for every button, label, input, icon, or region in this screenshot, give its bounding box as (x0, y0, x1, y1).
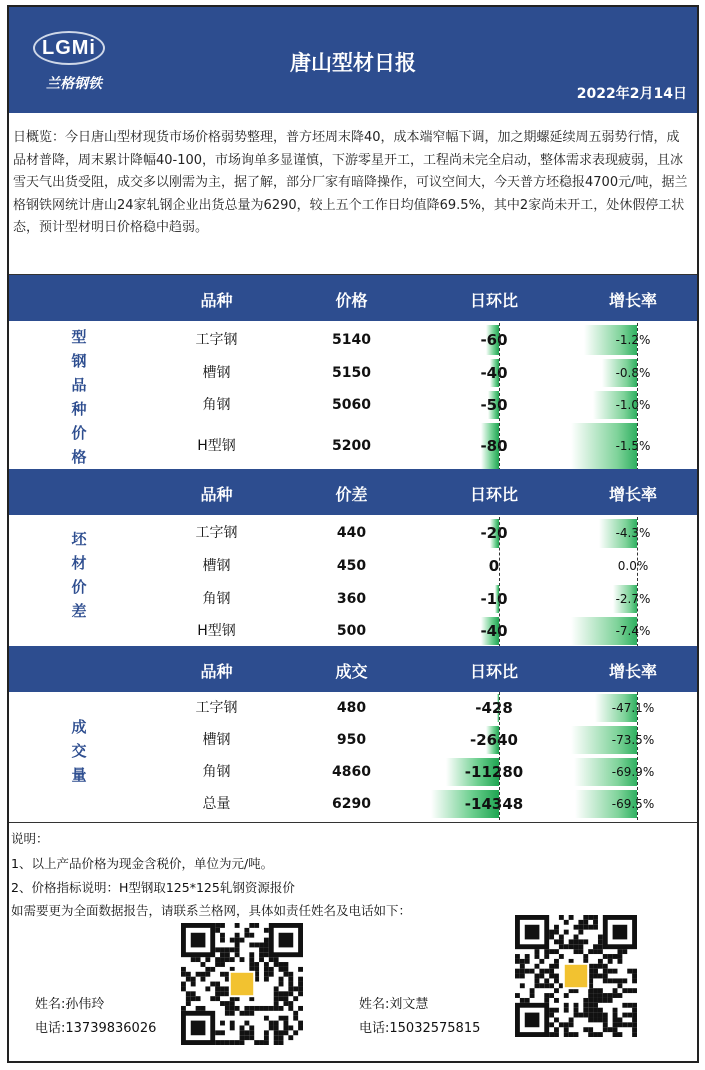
column-header: 价格 (335, 291, 368, 310)
zero-axis (499, 692, 500, 820)
change-cell: -80 (480, 437, 508, 455)
column-header: 增长率 (608, 485, 657, 504)
rate-cell: -7.4% (615, 624, 651, 638)
zero-axis (637, 517, 638, 647)
column-header: 价差 (335, 485, 368, 504)
table-row (9, 724, 697, 756)
rate-cell: -73.5% (611, 733, 655, 747)
qr-code-icon (181, 923, 303, 1045)
rate-cell: -69.5% (611, 797, 655, 811)
logo-text: LGMi (42, 37, 96, 59)
value-cell: 440 (336, 525, 367, 541)
notes-line-3: 如需要更为全面数据报告，请联系兰格网，具体如责任姓名及电话如下： (11, 903, 412, 918)
value-cell: 480 (336, 700, 367, 716)
product-name: 工字钢 (195, 332, 238, 348)
table-row (9, 550, 697, 583)
zero-axis (637, 323, 638, 471)
value-cell: 5060 (332, 397, 371, 413)
column-header: 品种 (200, 291, 233, 310)
report-header (9, 7, 697, 113)
change-cell: -20 (480, 524, 508, 542)
table-row (9, 756, 697, 788)
column-header: 增长率 (608, 662, 657, 681)
product-name: 槽钢 (202, 732, 231, 748)
product-name: 角钢 (202, 591, 231, 607)
product-name: 槽钢 (202, 558, 231, 574)
product-name: H型钢 (197, 623, 236, 639)
notes-line-1: 1、以上产品价格为现金含税价，单位为元/吨。 (11, 856, 274, 871)
report-date: 2022年2月14日 (576, 86, 687, 102)
table-row (9, 389, 697, 421)
column-header: 日环比 (469, 662, 518, 681)
column-header: 品种 (200, 662, 233, 681)
value-cell: 4860 (332, 764, 371, 780)
report-title: 唐山型材日报 (290, 51, 416, 75)
section-0-side-label: 型 钢 品 种 价 格 (71, 328, 87, 466)
rate-cell: -69.9% (611, 765, 655, 779)
zero-axis (637, 692, 638, 820)
change-cell: -40 (480, 364, 508, 382)
table-row (9, 517, 697, 550)
change-cell: -2640 (470, 731, 518, 749)
rate-cell: -47.1% (611, 701, 655, 715)
zero-axis (499, 323, 500, 471)
change-cell: -40 (480, 622, 508, 640)
product-name: 总量 (202, 796, 231, 812)
section-1-side-label: 坯 材 价 差 (71, 530, 87, 620)
notes-line-2: 2、价格指标说明：H型钢取125*125轧钢资源报价 (11, 880, 295, 895)
market-overview: 日概览：今日唐山型材现货市场价格弱势整理，普方坯周末降40，成本端窄幅下调，加之期螺延续周五弱势行情，成品材普降，周末累计降幅40-100，市场询单多显谨慎，下游零星开工，工程尚未完全启动，整体需求表现疲弱，且冰雪天气出货受阻，成交多以刚需为主，据了解，部分厂家有暗降操作，可议空间大，今天普方坯稳报4700元/吨，据兰格钢铁网统计唐山24家轧钢企业出货总量为6290，较上五个工作日均值降69.5%，其中2家尚未开工，处休假停工状态，预计型材明日价格稳中趋弱。 (9, 115, 697, 275)
rate-cell: -4.3% (615, 526, 651, 540)
change-cell: 0 (488, 557, 500, 575)
value-cell: 950 (336, 732, 367, 748)
product-name: 槽钢 (202, 365, 231, 381)
value-cell: 5140 (332, 332, 371, 348)
table-row (9, 692, 697, 724)
table-row (9, 421, 697, 471)
qr-code-icon (515, 915, 637, 1037)
value-cell: 500 (336, 623, 367, 639)
table-row (9, 583, 697, 615)
change-cell: -10 (480, 590, 508, 608)
column-header: 日环比 (469, 291, 518, 310)
table-row (9, 323, 697, 357)
column-header: 品种 (200, 485, 233, 504)
change-cell: -14348 (464, 795, 524, 813)
product-name: H型钢 (197, 438, 236, 454)
product-name: 工字钢 (195, 700, 238, 716)
rate-cell: -0.8% (615, 366, 651, 380)
value-cell: 450 (336, 558, 367, 574)
rate-cell: -1.0% (615, 398, 651, 412)
column-header: 增长率 (608, 291, 657, 310)
report-frame (7, 5, 699, 1063)
contact-1-name: 姓名:孙伟玲 (35, 997, 105, 1012)
rate-cell: -1.2% (615, 333, 651, 347)
section-0-header (9, 275, 697, 321)
column-header: 日环比 (469, 485, 518, 504)
rate-cell: -2.7% (615, 592, 651, 606)
table-row (9, 615, 697, 647)
change-cell: -428 (475, 699, 513, 717)
value-cell: 360 (336, 591, 367, 607)
value-cell: 6290 (332, 796, 371, 812)
contact-2-phone: 电话:15032575815 (359, 1021, 481, 1036)
table-row (9, 788, 697, 820)
contact-2-name: 姓名:刘文慧 (359, 997, 429, 1012)
change-cell: -60 (480, 331, 508, 349)
change-cell: -50 (480, 396, 508, 414)
table-row (9, 357, 697, 389)
value-cell: 5150 (332, 365, 371, 381)
notes-section (9, 822, 697, 1061)
change-cell: -11280 (464, 763, 524, 781)
section-2-side-label: 成 交 量 (71, 718, 87, 784)
notes-title: 说明： (11, 831, 49, 846)
section-2-header (9, 646, 697, 692)
logo-subtitle: 兰格钢铁 (46, 76, 102, 92)
section-1-header (9, 469, 697, 515)
column-header: 成交 (335, 662, 368, 681)
rate-cell: -1.5% (615, 439, 651, 453)
zero-axis (499, 517, 500, 647)
value-cell: 5200 (332, 438, 371, 454)
product-name: 角钢 (202, 397, 231, 413)
rate-cell: 0.0% (617, 559, 649, 573)
product-name: 工字钢 (195, 525, 238, 541)
contact-1-phone: 电话:13739836026 (35, 1021, 157, 1036)
product-name: 角钢 (202, 764, 231, 780)
